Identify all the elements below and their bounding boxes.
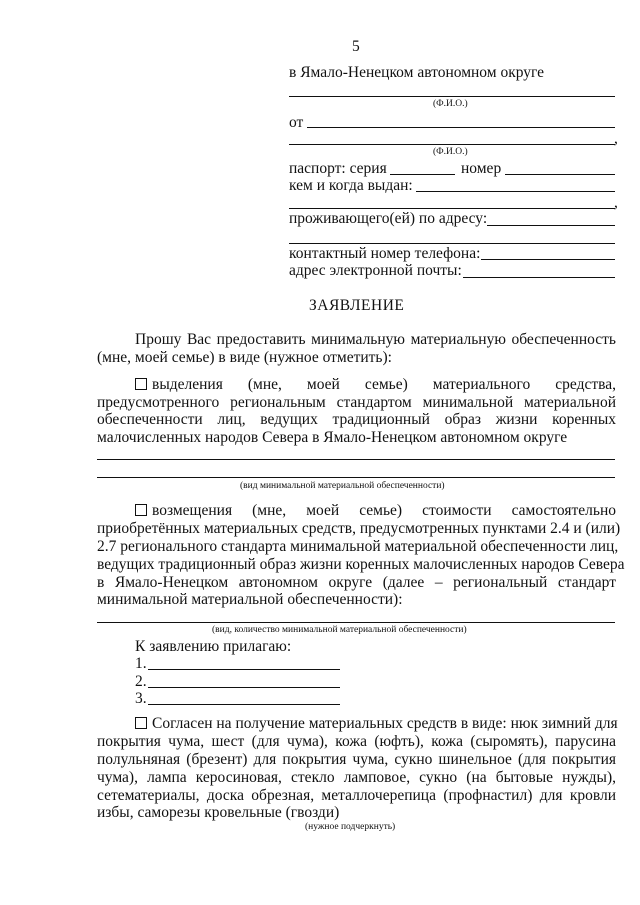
attachment-item-2: 2.: [135, 673, 147, 690]
option1-line-3: обеспеченности лиц, ведущих традиционный образ жизни коренных: [97, 411, 616, 428]
phone-label: контактный номер телефона:: [289, 245, 481, 262]
option1-field-2[interactable]: [97, 477, 615, 478]
attachment-field-1[interactable]: [148, 669, 340, 670]
address-field-2[interactable]: [289, 243, 615, 244]
option2-field[interactable]: [97, 622, 615, 623]
option1-field-1[interactable]: [97, 459, 615, 460]
address-label: проживающего(ей) по адресу:: [289, 210, 488, 227]
option1-line-2: предусмотренного региональным стандартом минимальной материальной: [97, 394, 616, 411]
attachment-field-3[interactable]: [148, 704, 340, 705]
option2-caption: (вид, количество минимальной материальной обеспеченности): [212, 625, 467, 635]
attachment-field-2[interactable]: [148, 687, 340, 688]
passport-number-field[interactable]: [505, 174, 615, 175]
recipient-name-field[interactable]: [289, 96, 615, 97]
comma-mark-2: ,: [614, 194, 618, 211]
intro-line-1: Прошу Вас предоставить минимальную материальную обеспеченность: [135, 331, 616, 348]
option1-line-1[interactable]: выделения (мне, моей семье) материального средства,: [135, 376, 616, 394]
passport-number-label: номер: [461, 160, 502, 177]
attachment-item-1: 1.: [135, 655, 147, 672]
phone-field[interactable]: [481, 259, 615, 260]
attachment-item-3: 3.: [135, 690, 147, 707]
option1-checkbox[interactable]: [135, 378, 147, 390]
option2-line-6: минимальной материальной обеспеченности):: [97, 591, 403, 608]
consent-line-3: полульняная (брезент) для покрытия чума, сукно шинельное (для покрытия: [97, 751, 616, 768]
recipient-line: в Ямало-Ненецком автономном округе: [289, 64, 545, 81]
address-field[interactable]: [487, 225, 615, 226]
consent-line-6: избы, саморезы кровельные (гвозди): [97, 804, 340, 821]
option2-line-5: в Ямало-Ненецком автономном округе (далее – региональный стандарт: [97, 574, 616, 591]
option1-line-4: малочисленных народов Севера в Ямало-Ненецком автономном округе: [97, 429, 568, 446]
from-label: от: [289, 114, 304, 131]
fio-caption-1: (Ф.И.О.): [433, 99, 468, 109]
issued-by-field-2[interactable]: [289, 208, 615, 209]
consent-line-1[interactable]: Согласен на получение материальных средств в виде: нюк зимний для: [135, 715, 616, 733]
issued-by-label: кем и когда выдан:: [289, 177, 413, 194]
consent-line-2: покрытия чума, шест (для чума), кожа (юфть), кожа (сыромять), парусина: [97, 733, 616, 750]
intro-line-2: (мне, моей семье) в виде (нужное отметить):: [97, 349, 392, 366]
option2-line-3: 2.7 регионального стандарта минимальной материальной обеспеченности лиц,: [97, 538, 619, 555]
consent-line-4: чума), лампа керосиновая, стекло ламповое, сукно (на бытовые нужды),: [97, 769, 616, 786]
consent-checkbox[interactable]: [135, 717, 147, 729]
consent-caption: (нужное подчеркнуть): [305, 822, 396, 832]
option2-line-2: приобретённых материальных средств, предусмотренных пунктами 2.4 и (или): [97, 520, 621, 537]
issued-by-field[interactable]: [416, 191, 615, 192]
applicant-name-field-2[interactable]: [289, 144, 615, 145]
fio-caption-2: (Ф.И.О.): [433, 147, 468, 157]
passport-series-label: паспорт: серия: [289, 160, 387, 177]
comma-mark: ,: [614, 130, 618, 147]
attachments-heading: К заявлению прилагаю:: [135, 638, 292, 655]
passport-series-field[interactable]: [390, 174, 455, 175]
email-label: адрес электронной почты:: [289, 262, 462, 279]
option2-line-1[interactable]: возмещения (мне, моей семье) стоимости самостоятельно: [135, 502, 616, 520]
email-field[interactable]: [463, 277, 615, 278]
option2-checkbox[interactable]: [135, 504, 147, 516]
consent-line-5: сетематериалы, доска обрезная, металлочерепица (профнастил) для кровли: [97, 787, 616, 804]
option2-line-4: ведущих традиционный образ жизни коренных малочисленных народов Севера: [97, 556, 625, 573]
option1-caption: (вид минимальной материальной обеспеченности): [240, 481, 445, 491]
applicant-name-field[interactable]: [307, 127, 615, 128]
page-number: 5: [352, 38, 360, 55]
document-title: ЗАЯВЛЕНИЕ: [309, 297, 405, 314]
